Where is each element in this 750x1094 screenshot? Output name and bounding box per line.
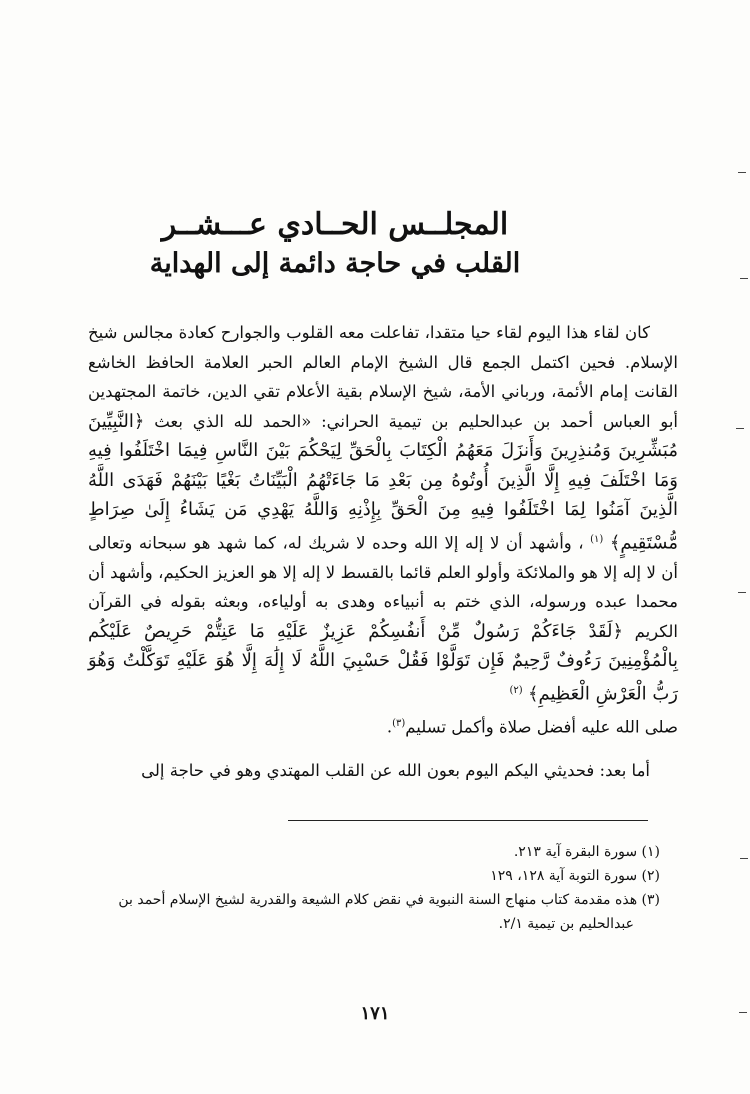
chapter-subtitle: القلب في حاجة دائمة إلى الهداية — [149, 248, 521, 279]
footnote-ref-3: (٣) — [392, 717, 406, 729]
body-text — [88, 318, 678, 785]
margin-mark — [738, 592, 746, 593]
footnote-divider — [288, 820, 648, 821]
footnote-ref-1: (١) — [590, 533, 604, 545]
margin-mark — [736, 428, 744, 429]
paragraph-amma-baad: أما بعد: فحديثي اليكم اليوم بعون الله عن القلب المهتدي وهو في حاجة إلى — [141, 760, 650, 780]
testimony-text: ، وأشهد أن لا إله إلا الله وحده لا شريك له، كما شهد هو سبحانه وتعالى أن لا إله إلا هو والملائكة وأولو العلم قائما بالقسط لا إله إلا هو العزيز الحكيم، وأشهد أن محمدا عبده ورسوله، الذي ختم به أنبياءه وهدى به أولياءه، وبعثه بقوله في القرآن الكريم — [88, 533, 678, 641]
page-number: ١٧١ — [360, 1003, 390, 1024]
quran-verse-1: ﴿النَّبِيِّينَ مُبَشِّرِينَ وَمُنذِرِينَ وَأَنزَلَ مَعَهُمُ الْكِتَابَ بِالْحَقِّ لِيَحْكُمَ بَيْنَ النَّاسِ فِيمَا اخْتَلَفُوا فِيهِ وَمَا اخْتَلَفَ فِيهِ إِلَّا الَّذِينَ أُوتُوهُ مِن بَعْدِ مَا جَاءَتْهُمُ الْبَيِّنَاتُ بَغْيًا بَيْنَهُمْ فَهَدَى اللَّهُ الَّذِينَ آمَنُوا لِمَا اخْتَلَفُوا فِيهِ مِنَ الْحَقِّ بِإِذْنِهِ وَاللَّهُ يَهْدِي مَن يَشَاءُ إِلَىٰ صِرَاطٍ مُّسْتَقِيمٍ﴾ — [88, 410, 679, 553]
margin-mark — [740, 278, 748, 279]
margin-mark — [740, 858, 748, 859]
intro-text: كان لقاء هذا اليوم لقاء حيا متقدا، تفاعلت معه القلوب والجوارح كعادة مجالس شيخ الإسلام. فحين اكتمل الجمع قال الشيخ الإمام العالم الحبر العلامة الحافظ الخاشع القانت إمام الأئمة، ورباني الأمة، شيخ الإسلام بقية الأعلام تقي الدين، خاتمة المجتهدين أبو العباس أحمد بن عبدالحليم بن تيمية الحراني: «الحمد لله الذي بعث — [88, 323, 679, 431]
footnote-2: (٢) سورة التوبة آية ١٢٨، ١٢٩ — [490, 868, 660, 884]
quran-verse-2: ﴿لَقَدْ جَاءَكُمْ رَسُولٌ مِّنْ أَنفُسِكُمْ عَزِيزٌ عَلَيْهِ مَا عَنِتُّمْ حَرِيصٌ عَلَيْكُم بِالْمُؤْمِنِينَ رَءُوفٌ رَّحِيمٌ فَإِن تَوَلَّوْا فَقُلْ حَسْبِيَ اللَّهُ لَا إِلَٰهَ إِلَّا هُوَ عَلَيْهِ تَوَكَّلْتُ وَهُوَ رَبُّ الْعَرْشِ الْعَظِيمِ﴾ — [88, 620, 678, 704]
footnote-ref-2: (٢) — [509, 684, 523, 696]
margin-mark — [738, 172, 746, 173]
paragraph-salutation — [88, 709, 678, 742]
footnote-3: (٣) هذه مقدمة كتاب منهاج السنة النبوية في نقض كلام الشيعة والقدرية لشيخ الإسلام أحمد بن عبدالحليم بن تيمية ٢/١. — [118, 892, 660, 932]
salutation-end: . — [386, 717, 393, 736]
chapter-title: المجلــس الحــادي عـــشــر — [161, 207, 509, 242]
salutation-text: صلى الله عليه أفضل صلاة وأكمل تسليم — [405, 717, 678, 736]
footnotes — [100, 840, 660, 936]
margin-mark — [739, 1012, 747, 1013]
paragraph-intro — [88, 318, 678, 709]
footnote-1: (١) سورة البقرة آية ٢١٣. — [513, 844, 660, 860]
